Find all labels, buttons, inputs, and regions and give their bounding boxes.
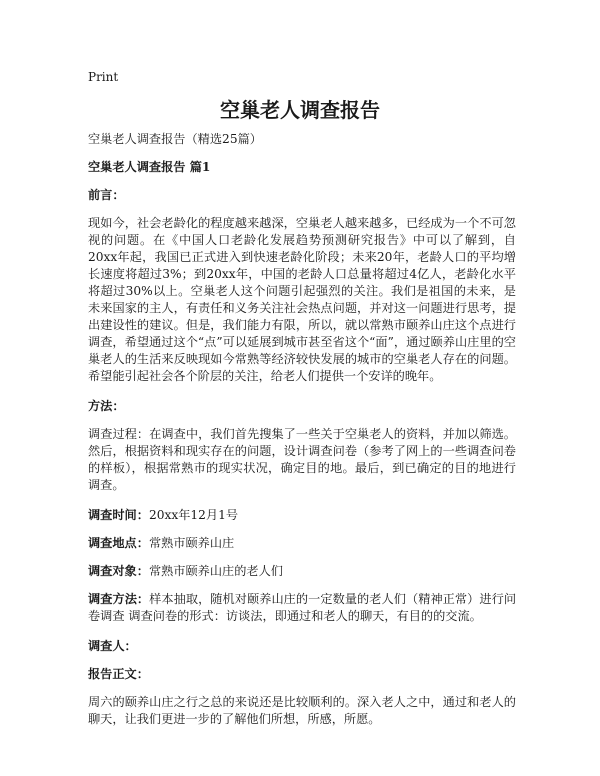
report-body-label: 报告正文：	[88, 667, 149, 681]
survey-time	[88, 507, 516, 524]
document-body	[88, 131, 516, 741]
survey-time-label: 调查时间：	[88, 508, 149, 522]
survey-place-label: 调查地点：	[88, 536, 149, 550]
survey-approach-value: 样本抽取，随机对颐养山庄的一定数量的老人们（精神正常）进行问卷调查 调查问卷的形式：访谈法，即通过和老人的聊天，有目的的交流。	[88, 592, 517, 623]
survey-approach-label: 调查方法：	[88, 592, 150, 606]
print-link[interactable]: Print	[88, 70, 119, 84]
survey-object-value: 常熟市颐养山庄的老人们	[148, 564, 283, 578]
survey-object	[88, 563, 516, 580]
survey-approach	[88, 591, 516, 625]
document-subtitle: 空巢老人调查报告（精选25篇）	[88, 132, 262, 146]
survey-object-label: 调查对象：	[88, 564, 149, 578]
report-paragraph: 周六的颐养山庄之行之总的来说还是比较顺利的。深入老人之中，通过和老人的聊天，让我们更进一步的了解他们所想，所感，所愿。	[88, 695, 516, 726]
survey-time-value: 20xx年12月1号	[148, 508, 239, 522]
method-heading: 方法：	[88, 399, 125, 413]
survey-place	[88, 535, 516, 552]
preface-paragraph: 现如今，社会老龄化的程度越来越深，空巢老人越来越多，已经成为一个不可忽视的问题。在《中国人口老龄化发展趋势预测研究报告》中可以了解到，自20xx年起，我国已正式进入到快速老龄化阶段；未来20年，老龄人口的平均增长速度将超过3%；到20xx年，中国的老龄人口总量将超过4亿人，老龄化水平将超过30%以上。空巢老人这个问题引起强烈的关注。我们是祖国的未来，是未来国家的主人，有责任和义务关注社会热点问题，并对这一问题进行思考，提出建设性的建议。但是，我们能力有限，所以，就以常熟市颐养山庄这个点进行调查，希望通过这个“点”可以延展到城市甚至省这个“面”，通过颐养山庄里的空巢老人的生活来反映现如今常熟等经济较快发展的城市的空巢老人存在的问题。希望能引起社会各个阶层的关注，给老人们提供一个安详的晚年。	[88, 216, 516, 383]
page-title: 空巢老人调查报告	[220, 98, 380, 122]
survey-people-label: 调查人：	[88, 639, 137, 653]
method-paragraph: 调查过程：在调查中，我们首先搜集了一些关于空巢老人的资料，并加以筛选。然后，根据资料和现实存在的问题，设计调查问卷（参考了网上的一些调查问卷的样板），根据常熟市的现实状况，确定目的地。最后，到已确定的目的地进行调查。	[88, 427, 516, 492]
survey-place-value: 常熟市颐养山庄	[148, 536, 235, 550]
section-title: 空巢老人调查报告 篇1	[88, 160, 211, 174]
preface-heading: 前言：	[88, 188, 125, 202]
